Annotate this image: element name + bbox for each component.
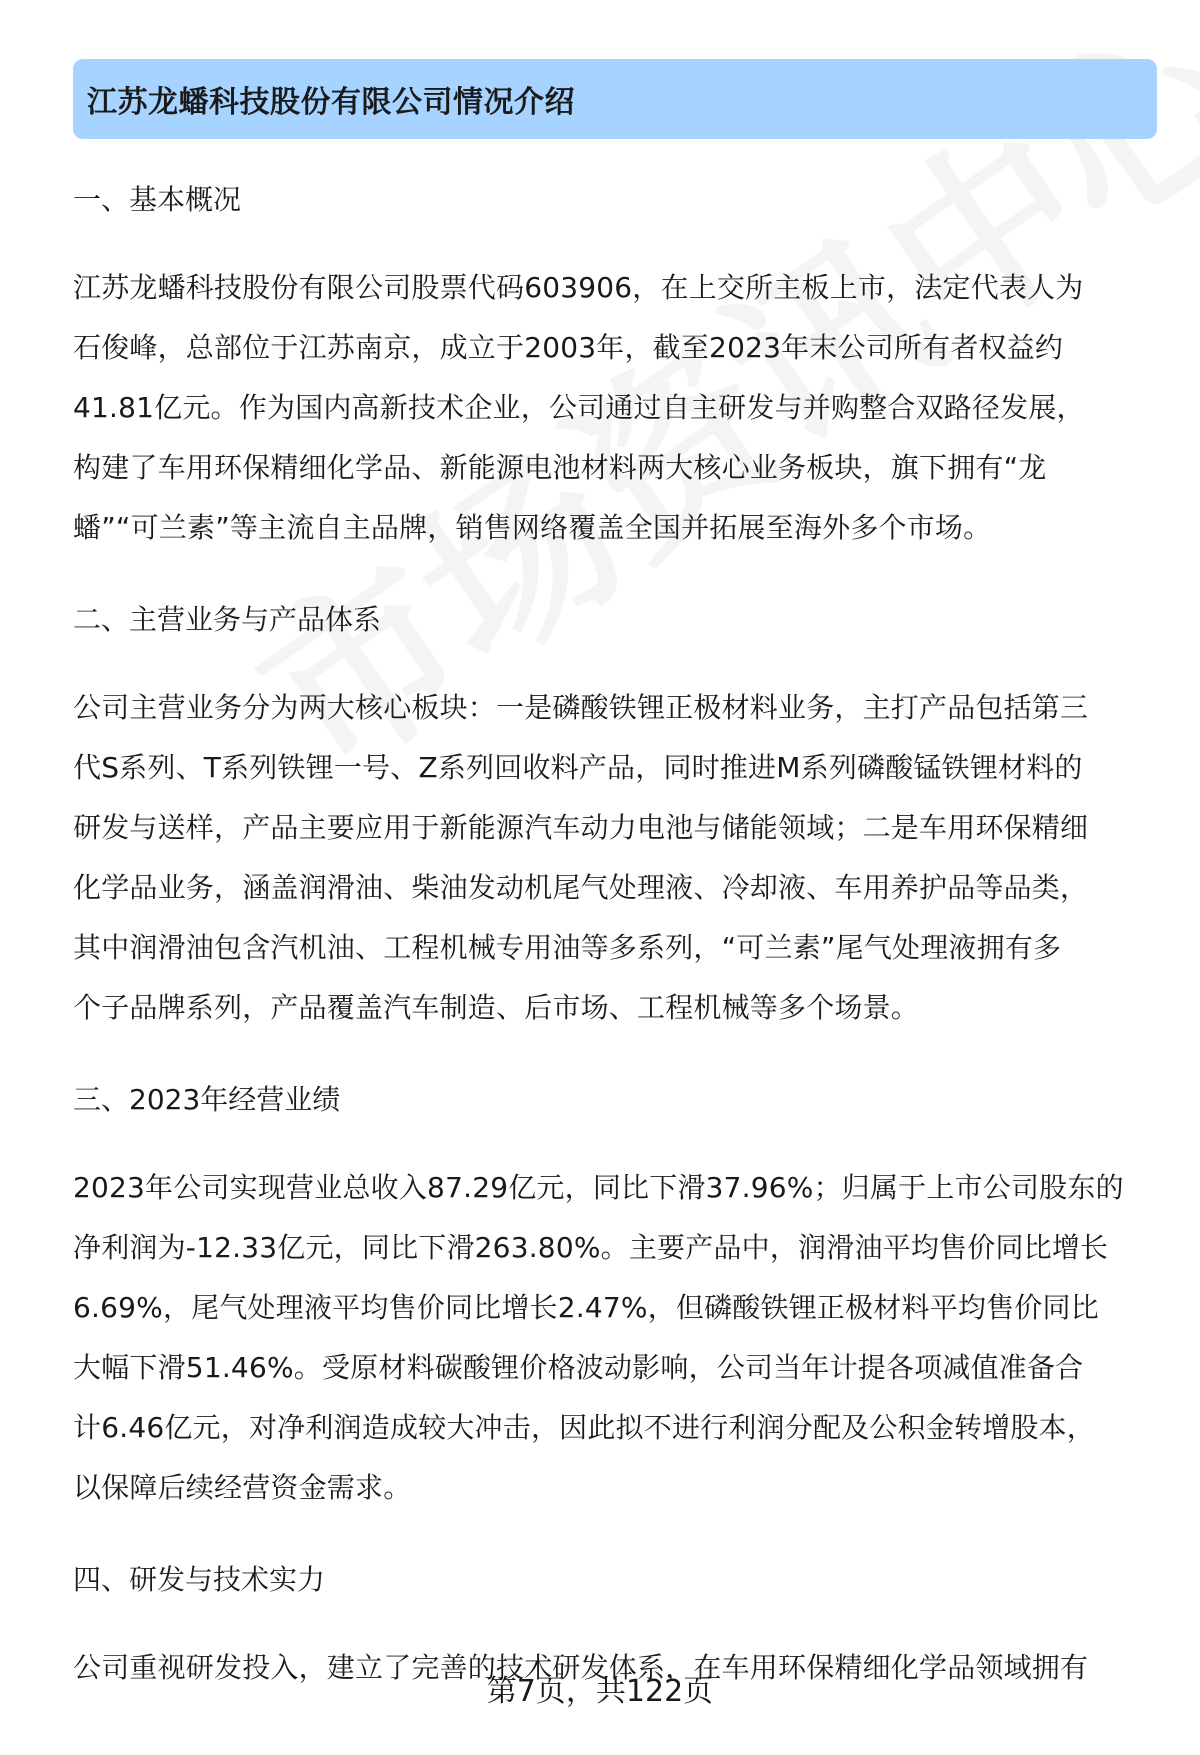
paragraph-line: 41.81亿元。作为国内高新技术企业，公司通过自主研发与并购整合双路径发展， [73, 391, 1085, 424]
paragraph-line: 研发与送样，产品主要应用于新能源汽车动力电池与储能领域；二是车用环保精细 [73, 811, 1089, 844]
paragraph-line: 石俊峰，总部位于江苏南京，成立于2003年，截至2023年末公司所有者权益约 [73, 331, 1064, 364]
paragraph-line: 构建了车用环保精细化学品、新能源电池材料两大核心业务板块，旗下拥有“龙 [73, 451, 1047, 484]
paragraph-line: 公司重视研发投入，建立了完善的技术研发体系，在车用环保精细化学品领域拥有 [73, 1651, 1089, 1684]
section-paragraph-2 [73, 678, 1163, 1038]
paragraph-line: 化学品业务，涵盖润滑油、柴油发动机尾气处理液、冷却液、车用养护品等品类， [73, 871, 1089, 904]
section-paragraph-3 [73, 1158, 1163, 1518]
paragraph-line: 6.69%，尾气处理液平均售价同比增长2.47%，但磷酸铁锂正极材料平均售价同比 [73, 1291, 1099, 1324]
paragraph-line: 2023年公司实现营业总收入87.29亿元，同比下滑37.96%；归属于上市公司股东的 [73, 1171, 1124, 1204]
document-title: 江苏龙蟠科技股份有限公司情况介绍 [87, 85, 575, 120]
paragraph-line: 个子品牌系列，产品覆盖汽车制造、后市场、工程机械等多个场景。 [73, 991, 920, 1024]
section-heading-2: 二、主营业务与产品体系 [73, 603, 382, 636]
paragraph-line: 公司主营业务分为两大核心板块：一是磷酸铁锂正极材料业务，主打产品包括第三 [73, 691, 1089, 724]
title-banner [73, 59, 1157, 139]
paragraph-line: 以保障后续经营资金需求。 [73, 1471, 412, 1504]
paragraph-line: 其中润滑油包含汽机油、工程机械专用油等多系列，“可兰素”尾气处理液拥有多 [73, 931, 1062, 964]
section-heading-3: 三、2023年经营业绩 [73, 1083, 341, 1116]
paragraph-line: 计6.46亿元，对净利润造成较大冲击，因此拟不进行利润分配及公积金转增股本， [73, 1411, 1095, 1444]
page-number-footer: 第7页，共122页 [486, 1674, 714, 1709]
section-heading-4: 四、研发与技术实力 [73, 1563, 326, 1596]
paragraph-line: 江苏龙蟠科技股份有限公司股票代码603906，在上交所主板上市，法定代表人为 [73, 271, 1084, 304]
paragraph-line: 蟠”“可兰素”等主流自主品牌，销售网络覆盖全国并拓展至海外多个市场。 [73, 511, 992, 544]
paragraph-line: 大幅下滑51.46%。受原材料碳酸锂价格波动影响，公司当年计提各项减值准备合 [73, 1351, 1084, 1384]
section-paragraph-1 [73, 258, 1163, 558]
section-heading-1: 一、基本概况 [73, 183, 242, 216]
paragraph-line: 代S系列、T系列铁锂一号、Z系列回收料产品，同时推进M系列磷酸锰铁锂材料的 [73, 751, 1083, 784]
document-body [73, 176, 1163, 1698]
paragraph-line: 净利润为-12.33亿元，同比下滑263.80%。主要产品中，润滑油平均售价同比增长 [73, 1231, 1109, 1264]
